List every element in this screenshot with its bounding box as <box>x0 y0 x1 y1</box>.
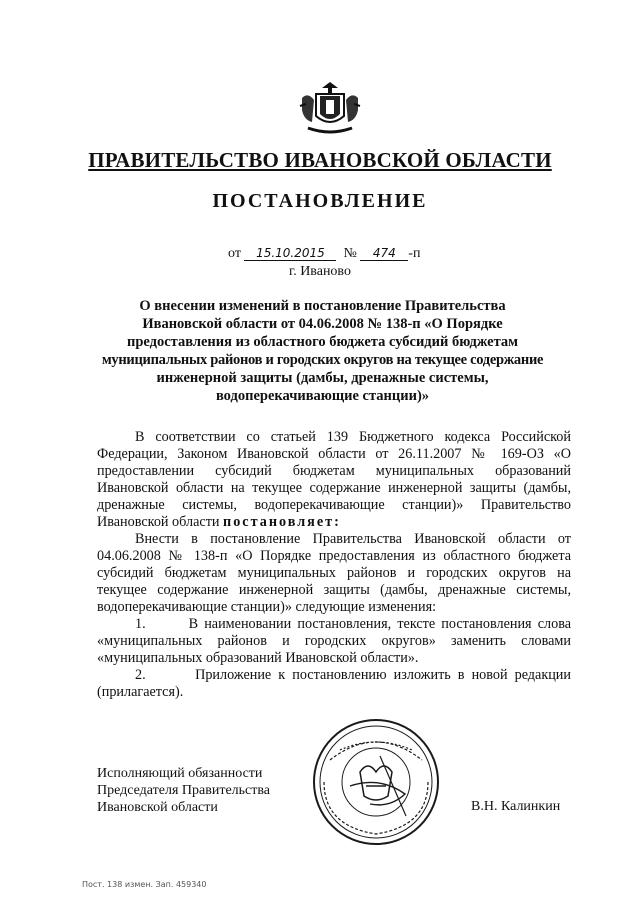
document-subject <box>100 297 545 405</box>
official-stamp-icon <box>310 716 442 848</box>
government-name: ПРАВИТЕЛЬСТВО ИВАНОВСКОЙ ОБЛАСТИ <box>88 148 552 172</box>
signer-title-line: Ивановской области <box>97 800 218 815</box>
signer-title <box>97 765 270 816</box>
signer-title-line: Председателя Правительства <box>97 783 271 798</box>
decree-word: постановляет: <box>223 514 341 530</box>
signer-name: В.Н. Калинкин <box>471 799 561 814</box>
coat-of-arms-icon <box>298 80 362 138</box>
signer-title-line: Исполняющий обязанности <box>97 766 263 781</box>
item-text: В наименовании постановления, тексте постановления слова «муниципальных районов и городских округов» заменить словами «муниципальных образований Ивановской области». <box>97 616 572 666</box>
subject-line: инженерной защиты (дамбы, дренажные системы, <box>156 370 489 386</box>
amend-intro-paragraph: Внести в постановление Правительства Ивановской области от 04.06.2008 № 138-п «О Порядке предоставления из областного бюджета субсидий бюджетам муниципальных районов и городских округов на текущее содержание инженерной защиты (дамбы, дренажные системы, водоперекачивающие станции)» следующие изменения: <box>97 531 571 615</box>
item-number: 2. <box>135 667 146 683</box>
subject-line: Ивановской области от 04.06.2008 № 138-п «О Порядке <box>142 316 503 332</box>
subject-line: предоставления из областного бюджета субсидий бюджетам <box>126 334 519 350</box>
date-prefix: от <box>228 246 241 261</box>
document-type: ПОСТАНОВЛЕНИЕ <box>212 190 428 212</box>
document-number: 474 <box>360 246 408 261</box>
subject-line: муниципальных районов и городских округов на текущее содержание <box>101 352 544 368</box>
preamble-paragraph <box>97 429 571 531</box>
list-item <box>97 616 571 667</box>
number-prefix: № <box>343 246 357 261</box>
footer-note: Пост. 138 измен. Зап. 459340 <box>82 880 207 889</box>
document-date: 15.10.2015 <box>244 246 336 261</box>
list-item <box>97 667 571 701</box>
item-number: 1. <box>135 616 146 632</box>
number-suffix: -п <box>408 246 421 261</box>
subject-line: О внесении изменений в постановление Правительства <box>139 298 506 314</box>
preamble-text: В соответствии со статьей 139 Бюджетного кодекса Российской Федерации, Законом Ивановской области от 26.11.2007 № 169-ОЗ «О предоставлении субсидий бюджетам муниципальных образований Ивановской области на текущее содержание инженерной защиты (дамбы, дренажные системы, водоперекачивающие станции)» Правительство Ивановской области <box>97 429 571 530</box>
city: г. Иваново <box>289 264 351 279</box>
document-body <box>97 429 571 701</box>
item-text: Приложение к постановлению изложить в новой редакции (прилагается). <box>97 667 571 700</box>
date-number-line <box>228 246 420 262</box>
subject-line: водоперекачивающие станции)» <box>215 388 430 404</box>
